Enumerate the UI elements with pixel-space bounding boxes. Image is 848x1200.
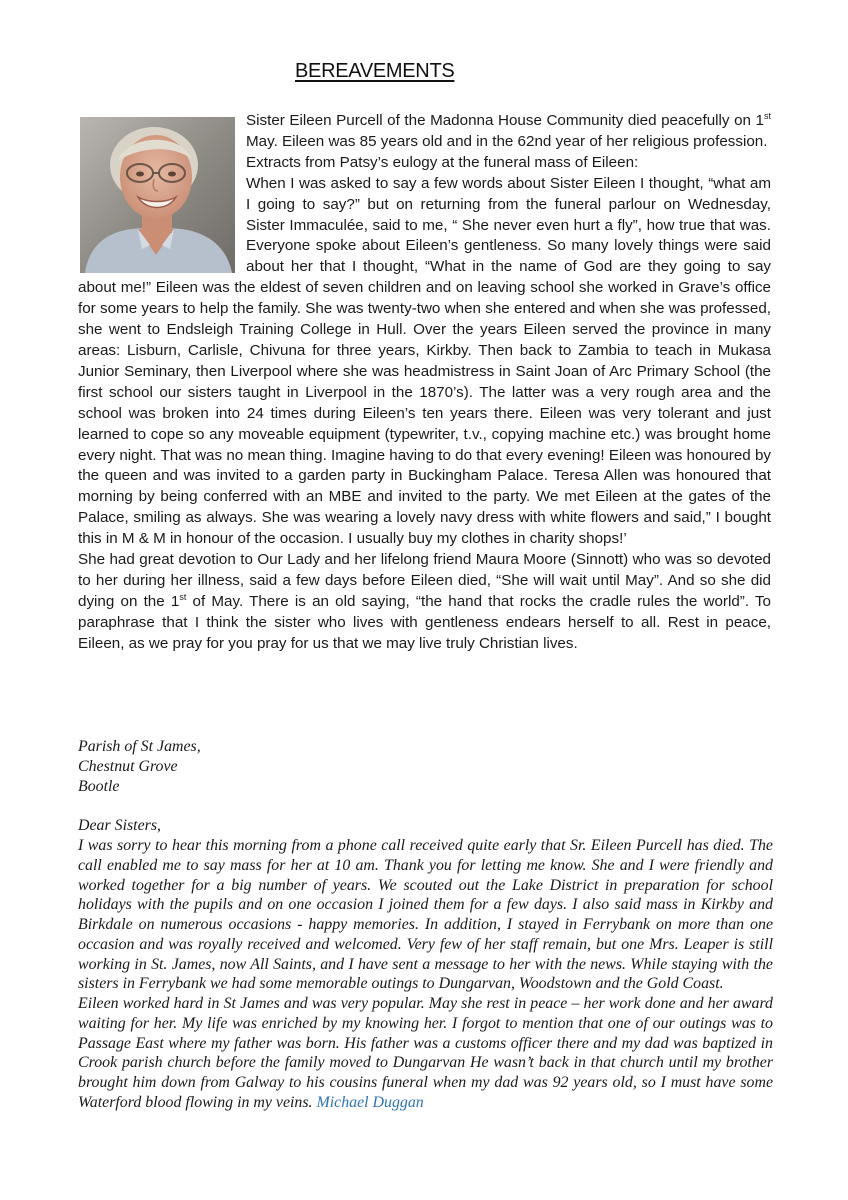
- address-line: Bootle: [78, 777, 120, 795]
- intro-paragraph: Sister Eileen Purcell of the Madonna House Community died peacefully on 1st May. Eileen was 85 years old and in the 62nd year of her religious profession.: [246, 111, 771, 150]
- salutation: Dear Sisters,: [78, 817, 161, 835]
- closing-paragraph: She had great devotion to Our Lady and her lifelong friend Maura Moore (Sinnott) who was so devoted to her during her illness, said a few days before Eileen died, “She will wait until May”. And so she did dying on the 1st of May. There is an old saying, “the hand that rocks the cradle rules the world”. To paraphrase that I think the sister who lives with gentleness endears herself to all. Rest in peace, Eileen, as we pray for you pray for us that we may live truly Christian lives.: [78, 551, 772, 652]
- address-line: Parish of St James,: [78, 738, 201, 755]
- address-line: Chestnut Grove: [78, 757, 178, 775]
- eulogy-body: When I was asked to say a few words about Sister Eileen I thought, “what am I going to say?” but on returning from the funeral parlour on Wednesday, Sister Immaculée, said to me, “ She never even hurt a fly”, how true that was. Everyone spoke about Eileen’s gentleness. So many lovely things were said about her that I thought, “What in the name of God are they going to say about me!” Eileen was the eldest of seven children and on leaving school she worked in Grave’s office for some years to help the family. She was twenty-two when she entered and when she was professed, she went to Endsleigh Training College in Hull. Over the years Eileen served the province in many areas: Lisburn, Carlisle, Chivuna for three years, Kirkby. Then back to Zambia to teach in Mukasa Junior Seminary, then Liverpool where she was headmistress in Saint Joan of Arc Primary School (the first school our sisters taught in Liverpool in the 1870’s). The latter was a very rough area and the school was broken into 24 times during Eileen’s ten years there. Eileen was very tolerant and just learned to cope so any moveable equipment (typewriter, t.v., copying machine etc.) was brought home every night. That was no mean thing. Imagine having to do that every evening! Eileen was honoured by the queen and was invited to a garden party in Buckingham Palace. Teresa Allen was honoured that morning by being conferred with an MBE and invited to the party. We met Eileen at the gates of the Palace, smiling as always. She was wearing a lovely navy dress with white flowers and said,” I bought this in M & M in honour of the occasion. I usually buy my clothes in charity shops!’: [78, 174, 771, 548]
- letter-paragraph: I was sorry to hear this morning from a phone call received quite early that Sr. Eileen Purcell has died. The call enabled me to say mass for her at 10 am. Thank you for letting me know. She and I were friendly and worked together for a big number of years. We scouted out the Lake District in preparation for school holidays with the pupils and on one occasion I joined them for a few days. I also said mass in Kirkby and Birkdale on numerous occasions - happy memories. In addition, I stayed in Ferrybank on more than one occasion and was royally received and welcomed. Very few of her staff remain, but one Mrs. Leaper is still working in St. James, now All Saints, and I have sent a message to her with the news. While staying with the sisters in Ferrybank we had some memorable outings to Dungarvan, Woodstown and the Gold Coast.: [78, 837, 773, 993]
- eulogy-article: [78, 111, 771, 655]
- page-title: BEREAVEMENTS: [295, 60, 455, 82]
- signature: Michael Duggan: [316, 1093, 424, 1111]
- extracts-line: Extracts from Patsy’s eulogy at the funeral mass of Eileen:: [246, 153, 639, 171]
- letter-paragraph: Eileen worked hard in St James and was very popular. May she rest in peace – her work done and her award waiting for her. My life was enriched by my knowing her. I forgot to mention that one of our outings was to Passage East where my father was born. His father was a customs officer there and my dad was baptized in Crook parish church before the family moved to Dungarvan He wasn’t back in that church until my brother brought him down from Galway to his cousins funeral when my dad was 92 years old, so I must have some Waterford blood flowing in my veins. Michael Duggan: [78, 995, 773, 1111]
- condolence-letter: [78, 737, 773, 1113]
